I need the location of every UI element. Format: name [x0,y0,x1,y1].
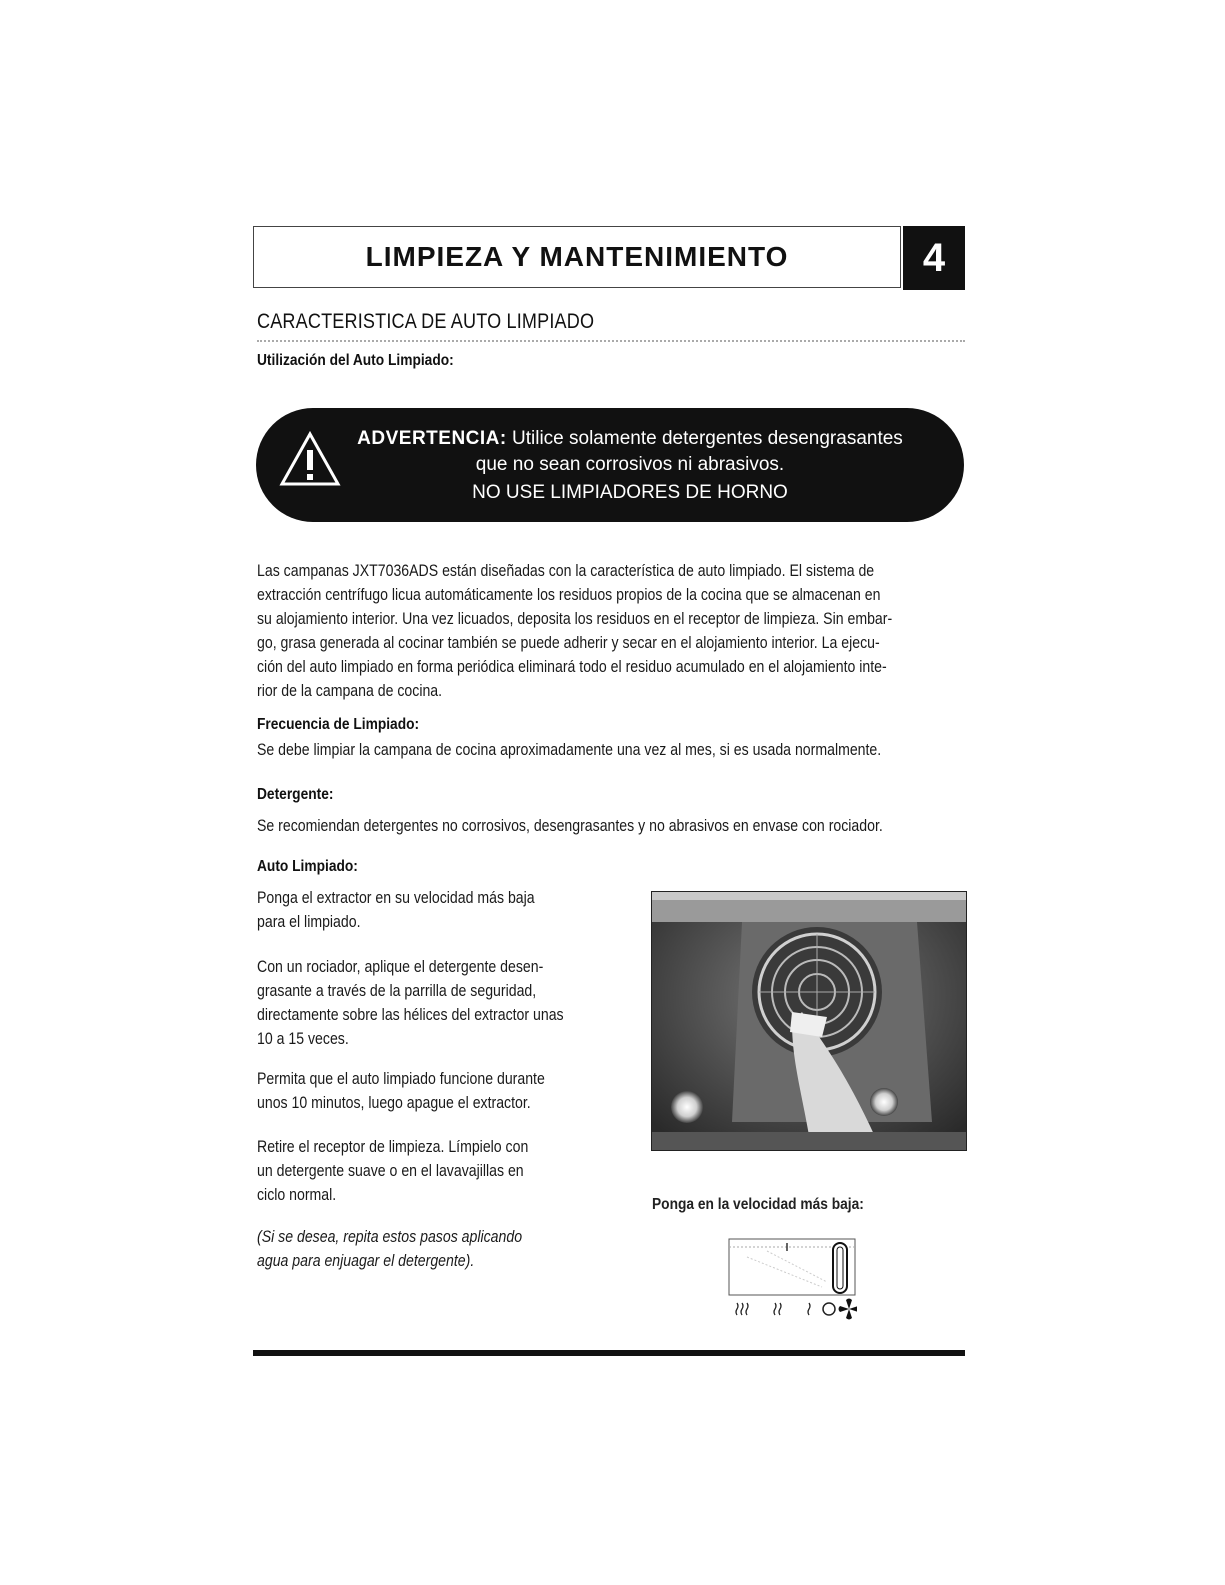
fan-speed-control-diagram [727,1237,857,1322]
step-line: unos 10 minutos, luego apague el extractor. [257,1094,531,1112]
section-title: CARACTERISTICA DE AUTO LIMPIADO [257,310,595,333]
step-line: Retire el receptor de limpieza. Límpielo con [257,1138,529,1156]
frequency-heading: Frecuencia de Limpiado: [257,716,420,733]
fan-icon [839,1299,858,1320]
intro-line: go, grasa generada al cocinar también se puede adherir y secar en el alojamiento interior. La ejecu- [257,634,880,652]
step-line: un detergente suave o en el lavavajillas en [257,1162,524,1180]
intro-line: su alojamiento interior. Una vez licuados, deposita los residuos en el receptor de limpieza. Sin embar- [257,610,893,628]
speed-high-icon [736,1303,748,1315]
intro-line: Las campanas JXT7036ADS están diseñadas con la característica de auto limpiado. El sistema de [257,562,875,580]
intro-paragraph [257,559,958,703]
step-2 [257,955,599,1051]
fan-photo-illustration [652,892,967,1151]
step-line: ciclo normal. [257,1186,337,1204]
step-line: grasante a través de la parrilla de seguridad, [257,982,537,1000]
intro-line: extracción centrífugo licua automáticamente los residuos propios de la cocina que se almacenan en [257,586,881,604]
step-1 [257,886,599,934]
page-title: LIMPIEZA Y MANTENIMIENTO [365,241,789,272]
step-line: para el limpiado. [257,913,361,931]
warning-label: ADVERTENCIA: [357,428,507,449]
chapter-number-badge: 4 [903,226,965,290]
warning-line-3: NO USE LIMPIADORES DE HORNO [472,482,788,503]
warning-line-2: que no sean corrosivos ni abrasivos. [475,454,785,475]
fan-cleaning-photo [651,891,967,1151]
note-line: agua para enjuagar el detergente). [257,1252,475,1270]
step-line: Con un rociador, aplique el detergente desen- [257,958,544,976]
step-3 [257,1067,599,1115]
warning-line-1-text: Utilice solamente detergentes desengrasantes [506,428,903,449]
dotted-divider [257,340,965,342]
speed-medium-icon [774,1303,781,1315]
step-line: directamente sobre las hélices del extractor unas [257,1006,564,1024]
off-icon [823,1303,835,1315]
detergent-heading: Detergente: [257,786,334,803]
warning-line-1 [256,428,964,450]
photo-caption: Ponga en la velocidad más baja: [652,1196,864,1213]
step-line: Ponga el extractor en su velocidad más baja [257,889,535,907]
speed-low-icon [808,1303,810,1315]
note-line: (Si se desea, repita estos pasos aplicando [257,1228,523,1246]
frequency-text: Se debe limpiar la campana de cocina aproximadamente una vez al mes, si es usada normalmente. [257,741,882,759]
intro-line: rior de la campana de cocina. [257,682,443,700]
usage-heading: Utilización del Auto Limpiado: [257,352,454,369]
step-line: 10 a 15 veces. [257,1030,349,1048]
intro-line: ción del auto limpiado en forma periódica eliminará todo el residuo acumulado en el alojamiento inte- [257,658,887,676]
step-4 [257,1135,599,1207]
detergent-text: Se recomiendan detergentes no corrosivos, desengrasantes y no abrasivos en envase con rociador. [257,817,883,835]
section-header [253,226,901,288]
repeat-note [257,1225,599,1273]
step-line: Permita que el auto limpiado funcione durante [257,1070,545,1088]
footer-rule [253,1350,965,1356]
auto-clean-heading: Auto Limpiado: [257,858,358,875]
warning-banner [256,408,964,522]
